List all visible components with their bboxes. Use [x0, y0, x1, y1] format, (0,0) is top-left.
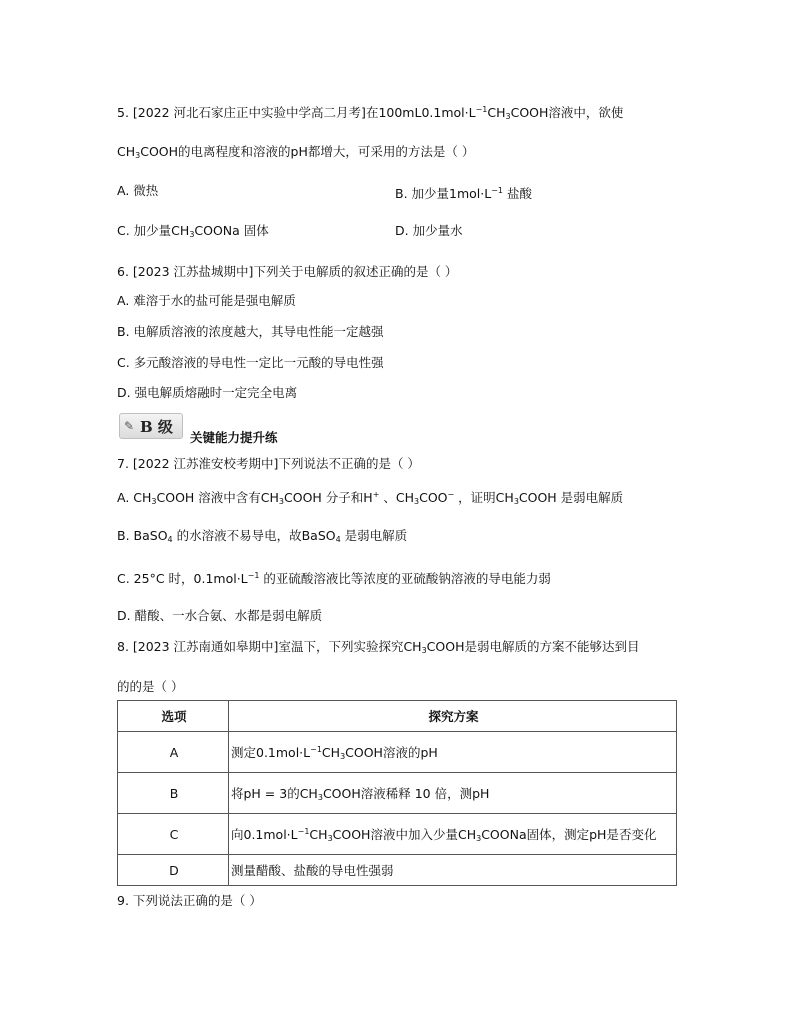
- header-plan: 探究方案: [229, 701, 677, 732]
- q6-option-d: D. 强电解质熔融时一定完全电离: [117, 385, 298, 400]
- q5-stem-line2: $CH_3COOH$的电离程度和溶液的pH都增大，可采用的方法是（ ）: [117, 144, 475, 160]
- q8-stem-line2: 的的是（ ）: [117, 679, 184, 694]
- table-row: [118, 855, 677, 886]
- q5-option-b: B. 加少量$1mol\cdot L^{-1}$ 盐酸: [395, 186, 532, 201]
- row-option: C: [118, 814, 229, 855]
- q5-stem-line1: 5. [2022 河北石家庄正中实验中学高二月考]在$100mL0.1mol\cdot L^{-1}CH_3COOH$溶液中，欲使: [117, 105, 624, 121]
- table-row: [118, 732, 677, 773]
- q5-option-a: A. 微热: [117, 183, 159, 198]
- q7-option-a: A. $CH_3COOH$ 溶液中含有$CH_3COOH$ 分子和H+ 、$CH_3COO^-$ ，证明$CH_3COOH$ 是弱电解质: [117, 490, 624, 506]
- row-plan: 测量醋酸、盐酸的导电性强弱: [229, 855, 677, 886]
- pencil-icon: ✎: [124, 419, 135, 433]
- row-plan: 向$0.1mol\cdot L^{-1}CH_3COOH$溶液中加入少量$CH_3COONa$固体，测定pH是否变化: [229, 814, 677, 855]
- table-row: [118, 773, 677, 814]
- q7-option-c: C. 25°C 时，$0.1mol\cdot L^{-1}$ 的亚硫酸溶液比等浓度的亚硫酸钠溶液的导电能力弱: [117, 571, 551, 586]
- q7-stem: 7. [2022 江苏淮安校考期中]下列说法不正确的是（ ）: [117, 456, 420, 471]
- row-option: A: [118, 732, 229, 773]
- level-badge: [119, 413, 183, 439]
- q6-option-a: A. 难溶于水的盐可能是强电解质: [117, 293, 296, 308]
- q5-option-c: C. 加少量$CH_3COONa$ 固体: [117, 223, 269, 239]
- table-row: [118, 814, 677, 855]
- q7-option-d: D. 醋酸、一水合氨、水都是弱电解质: [117, 608, 323, 623]
- q6-option-c: C. 多元酸溶液的导电性一定比一元酸的导电性强: [117, 355, 384, 370]
- section-subtitle: 关键能力提升练: [190, 430, 278, 445]
- header-option: 选项: [118, 701, 229, 732]
- q5-option-d: D. 加少量水: [395, 223, 463, 238]
- q9-stem: 9. 下列说法正确的是（ ）: [117, 893, 262, 908]
- level-label: B 级: [140, 418, 173, 436]
- row-option: B: [118, 773, 229, 814]
- q7-option-b: B. BaSO$_4$ 的水溶液不易导电，故BaSO$_4$ 是弱电解质: [117, 528, 408, 544]
- q6-stem: 6. [2023 江苏盐城期中]下列关于电解质的叙述正确的是（ ）: [117, 264, 458, 279]
- row-plan: 测定$0.1mol\cdot L^{-1}CH_3COOH$溶液的pH: [229, 732, 677, 773]
- row-option: D: [118, 855, 229, 886]
- row-plan: 将pH = 3的$CH_3COOH$溶液稀释 10 倍，测pH: [229, 773, 677, 814]
- q6-option-b: B. 电解质溶液的浓度越大，其导电性能一定越强: [117, 324, 384, 339]
- q8-table: [117, 700, 677, 886]
- q8-stem-line1: 8. [2023 江苏南通如皋期中]室温下，下列实验探究$CH_3COOH$是弱电解质的方案不能够达到目: [117, 639, 640, 655]
- table-header-row: [118, 701, 677, 732]
